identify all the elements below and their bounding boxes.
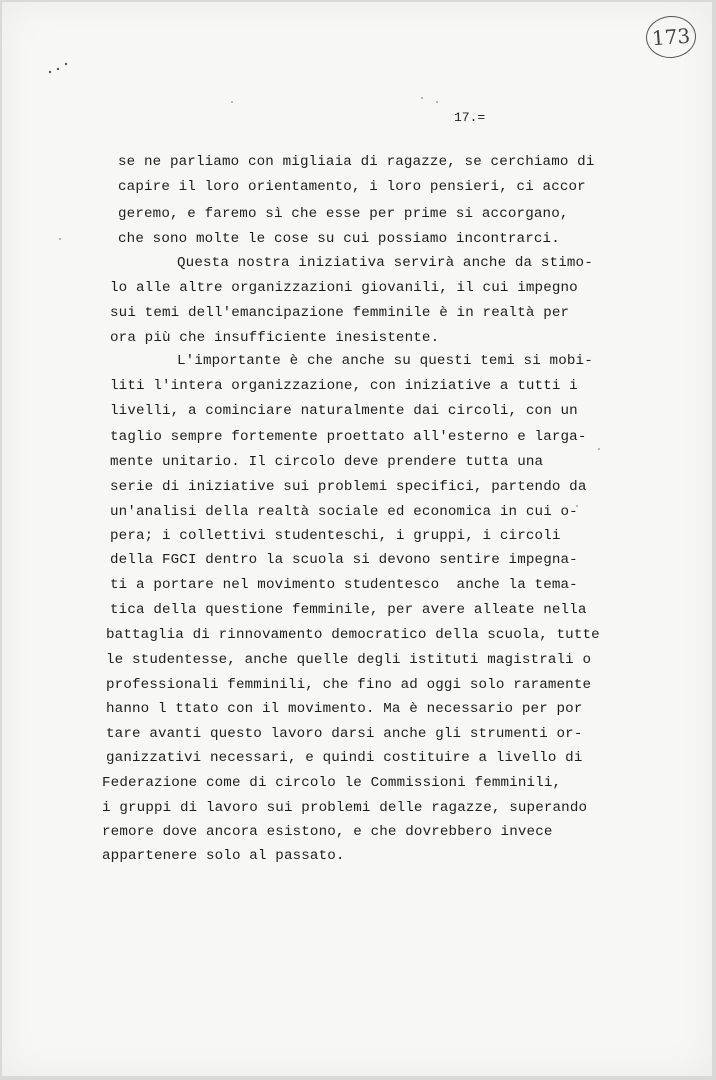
text-line: le studentesse, anche quelle degli istituti magistrali o [106,652,592,668]
text-line: taglio sempre fortemente proettato all'esterno e larga- [110,429,587,445]
text-line: mente unitario. Il circolo deve prendere tutta una [110,454,544,470]
text-line: liti l'intera organizzazione, con iniziative a tutti i [110,378,578,394]
text-line: i gruppi di lavoro sui problemi delle ragazze, superando [102,800,588,816]
text-line: professionali femminili, che fino ad oggi solo raramente [106,677,592,693]
text-line: capire il loro orientamento, i loro pensieri, ci accor [118,179,586,195]
text-line: hanno l ttato con il movimento. Ma è necessario per por [106,701,583,717]
text-line: lo alle altre organizzazioni giovanili, il cui impegno [110,280,578,296]
archive-stamp: 173 [645,14,698,59]
text-line: ganizzativi necessari, e quindi costituire a livello di [106,750,583,766]
text-line: ti a portare nel movimento studentesco anche la tema- [110,577,578,593]
text-line: un'analisi della realtà sociale ed economica in cui o- [110,504,578,520]
text-line: tica della questione femminile, per avere alleate nella [110,602,587,618]
document-body [2,2,712,1076]
text-line: L'importante è che anche su questi temi si mobi- [177,353,593,369]
text-line: serie di iniziative sui problemi specifici, partendo da [110,479,587,495]
text-line: appartenere solo al passato. [102,848,345,864]
text-line: se ne parliamo con migliaia di ragazze, se cerchiamo di [118,154,595,170]
text-line: ora più che insufficiente inesistente. [110,330,440,346]
text-line: remore dove ancora esistono, e che dovrebbero invece [102,824,553,840]
text-line: che sono molte le cose su cui possiamo incontrarci. [118,231,560,247]
page-number: 17.= [454,110,486,125]
text-line: pera; i collettivi studenteschi, i gruppi, i circoli [110,528,561,544]
text-line: geremo, e faremo sì che esse per prime si accorgano, [118,206,569,222]
text-line: battaglia di rinnovamento democratico della scuola, tutte [106,627,600,643]
document-page [2,2,712,1076]
text-line: della FGCI dentro la scuola si devono sentire impegna- [110,552,578,568]
text-line: sui temi dell'emancipazione femminile è in realtà per [110,305,570,321]
text-line: tare avanti questo lavoro darsi anche gli strumenti or- [106,726,583,742]
text-line: Questa nostra iniziativa servirà anche da stimo- [177,255,593,271]
text-line: Federazione come di circolo le Commissioni femminili, [102,775,562,791]
text-line: livelli, a cominciare naturalmente dai circoli, con un [110,403,578,419]
